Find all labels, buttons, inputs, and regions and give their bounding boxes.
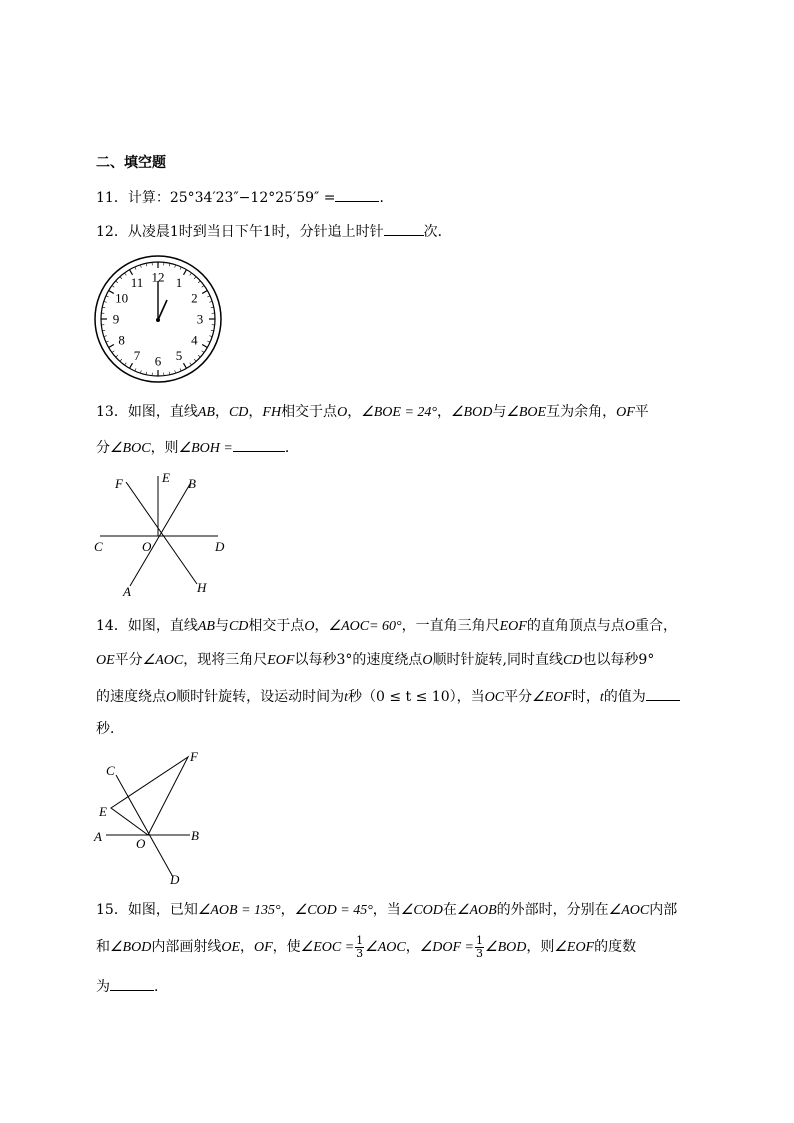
clock-tick	[202, 345, 207, 348]
q13-sep: ，	[214, 404, 229, 420]
q15-answer-blank[interactable]	[110, 976, 154, 991]
q15-angle-aob: ∠AOB = 135°	[197, 903, 281, 918]
q15-text: ，当	[372, 902, 401, 918]
clock-tick	[116, 281, 118, 283]
q14-line-cd: CD	[562, 653, 583, 668]
q15-text: ，使	[272, 939, 301, 955]
clock-center	[156, 318, 160, 322]
line-fh	[126, 482, 197, 584]
q15-angle-bod: ∠BOD	[485, 940, 527, 955]
q11-expression: 25°34′23″−12°25′59″ =	[169, 190, 336, 206]
clock-tick	[202, 291, 207, 294]
q13-angle-boh: ∠BOH =	[178, 441, 233, 456]
q11-answer-blank[interactable]	[335, 187, 379, 202]
question-15-line-1	[96, 901, 677, 920]
clock-figure	[93, 254, 223, 384]
question-14-line-4: 秒．	[96, 721, 124, 737]
q13-text: 平	[634, 404, 649, 420]
q14-text: 顺时针旋转,同时直线	[432, 652, 563, 668]
fraction-one-third	[475, 935, 484, 960]
q14-text: 重合，	[634, 618, 677, 634]
q15-text: ，	[240, 939, 254, 955]
clock-tick	[180, 267, 181, 270]
q14-triangle-eof: EOF	[499, 619, 527, 634]
q13-figure	[90, 468, 240, 600]
label-c: C	[94, 539, 103, 554]
clock-number: 12	[151, 269, 165, 285]
q15-text: 内部	[649, 902, 678, 918]
q13-text: 相交于点	[281, 404, 338, 420]
q14-var-t: t	[344, 690, 349, 705]
clock-number: 1	[175, 275, 183, 291]
clock-tick	[109, 291, 114, 294]
question-13-line-1	[96, 403, 649, 422]
clock-number: 6	[154, 353, 162, 369]
q14-text: 14．如图，直线	[96, 618, 198, 634]
q14-point-o: O	[166, 690, 177, 705]
q13-text: ．	[284, 440, 299, 456]
clock-tick	[184, 363, 187, 368]
clock-tick	[207, 341, 210, 342]
q15-text: ，则	[526, 939, 555, 955]
fraction-numerator: 1	[356, 933, 364, 947]
label-f: F	[190, 749, 198, 764]
clock-tick	[120, 277, 122, 279]
q14-answer-blank[interactable]	[646, 686, 680, 701]
q13-answer-blank[interactable]	[233, 437, 285, 452]
clock-tick	[109, 345, 114, 348]
question-14-line-3	[96, 686, 680, 707]
label-o: O	[136, 836, 146, 851]
clock-tick	[198, 355, 200, 357]
question-12	[96, 221, 452, 241]
q13-ray-of: OF	[616, 405, 635, 420]
label-h: H	[197, 580, 207, 595]
q13-sep: ，	[437, 404, 451, 420]
q14-var-t: t	[599, 690, 604, 705]
clock-tick	[202, 285, 204, 287]
clock-tick	[180, 368, 181, 371]
q13-angle-bod: ∠BOD	[451, 405, 493, 420]
clock-tick	[202, 351, 204, 353]
clock-tick	[130, 270, 133, 275]
clock-tick	[124, 273, 126, 275]
q14-text: 平分	[114, 652, 143, 668]
clock-tick	[194, 359, 196, 361]
fraction-one-third	[355, 935, 364, 960]
line-ab	[130, 484, 190, 586]
q14-point-o: O	[624, 619, 635, 634]
fraction-denominator: 3	[356, 946, 364, 960]
q15-text: ，	[405, 939, 420, 955]
q13-angle-boc: ∠BOC	[110, 441, 151, 456]
q14-line-ab: AB	[197, 619, 215, 634]
clock-tick	[120, 359, 122, 361]
q14-text: 的速度绕点	[96, 689, 166, 705]
q15-text: ，	[280, 902, 295, 918]
clock-number: 8	[118, 332, 125, 348]
clock-tick	[190, 273, 192, 275]
q15-angle-eof: ∠EOF	[554, 940, 595, 955]
q15-ray-oe: OE	[221, 940, 240, 955]
q15-text: 的度数	[594, 939, 637, 955]
q13-angle-boe: ∠BOE = 24°	[361, 405, 437, 420]
clock-tick	[190, 363, 192, 365]
section-title: 二、填空题	[96, 155, 166, 171]
q15-text: 为	[96, 979, 110, 995]
q14-point-o: O	[304, 619, 315, 634]
q11-prefix: 11．计算：	[96, 190, 170, 206]
clock-tick	[135, 267, 136, 270]
question-15-line-3	[96, 976, 168, 996]
q15-angle-cod: ∠COD	[400, 903, 443, 918]
q15-text: 和	[96, 939, 110, 955]
question-15-line-2	[96, 932, 636, 963]
q14-triangle-eof: EOF	[267, 653, 295, 668]
fraction-numerator: 1	[476, 933, 484, 947]
q15-angle-aob: ∠AOB	[456, 903, 497, 918]
q14-text: 与	[214, 618, 229, 634]
q14-angle-aoc: ∠AOC	[142, 653, 184, 668]
q14-text: ，现将三角尺	[183, 652, 268, 668]
q12-answer-blank[interactable]	[384, 221, 424, 236]
question-14-line-1	[96, 617, 677, 636]
q15-angle-bod: ∠BOD	[110, 940, 152, 955]
q15-angle-dof: ∠DOF =	[419, 940, 475, 955]
q14-ray-oc: OC	[484, 690, 505, 705]
label-o: O	[142, 539, 152, 554]
triangle-eof	[111, 757, 188, 835]
q13-text: 互为余角，	[546, 404, 617, 420]
q14-angle-eof: ∠EOF	[532, 690, 572, 705]
q14-text: 秒（0 ≤ t ≤ 10），当	[348, 689, 485, 705]
q15-angle-cod: ∠COD = 45°	[294, 903, 373, 918]
label-b: B	[188, 476, 196, 491]
question-14-line-2	[96, 651, 654, 670]
label-e: E	[99, 804, 107, 819]
q12-text: 12．从凌晨1时到当日下午1时，分针追上时针	[96, 224, 384, 240]
q15-text: 在	[442, 902, 457, 918]
clock-tick	[135, 368, 136, 371]
q15-text: 的外部时，分别在	[496, 902, 609, 918]
question-11	[96, 187, 393, 207]
clock-tick	[112, 351, 114, 353]
q15-angle-eoc: ∠EOC =	[300, 940, 355, 955]
clock-tick	[116, 355, 118, 357]
q15-ray-of: OF	[254, 940, 273, 955]
line-cd	[116, 775, 173, 877]
clock-tick	[124, 363, 126, 365]
clock-number: 11	[130, 275, 144, 291]
q14-point-o: O	[422, 653, 433, 668]
clock-tick	[198, 281, 200, 283]
clock-number: 9	[112, 311, 120, 327]
clock-number: 3	[196, 311, 204, 327]
q14-text: 相交于点	[248, 618, 305, 634]
q14-text: 的值为	[603, 689, 646, 705]
q14-text: ，	[314, 618, 329, 634]
q14-text: ，一直角三角尺	[401, 618, 500, 634]
clock-number: 2	[191, 290, 198, 306]
q15-text: ．	[154, 979, 168, 995]
clock-number: 7	[133, 347, 141, 363]
q13-line-cd: CD	[228, 405, 249, 420]
q14-text: 顺时针旋转，设运动时间为	[176, 689, 345, 705]
q13-text: 与	[492, 404, 507, 420]
question-13-line-2	[96, 437, 299, 458]
q13-point-o: O	[337, 405, 348, 420]
q11-suffix: ．	[379, 190, 394, 206]
q13-text: 13．如图，直线	[96, 404, 198, 420]
label-d: D	[170, 872, 180, 887]
clock-tick	[106, 341, 109, 342]
q15-angle-aoc: ∠AOC	[608, 903, 650, 918]
q14-text: 平分	[504, 689, 533, 705]
q13-angle-boe: ∠BOE	[506, 405, 547, 420]
q15-angle-aoc: ∠AOC	[365, 940, 406, 955]
q14-figure	[90, 745, 220, 890]
label-a: A	[123, 584, 131, 599]
q13-text: 分	[96, 440, 110, 456]
clock-tick	[112, 285, 114, 287]
q15-text: 15．如图，已知	[96, 902, 198, 918]
clock-tick	[194, 277, 196, 279]
q13-line-ab: AB	[197, 405, 215, 420]
q13-text: ，则	[150, 440, 179, 456]
q14-angle-aoc: ∠AOC= 60°	[328, 619, 402, 634]
q14-ray-oe: OE	[96, 653, 115, 668]
hour-hand	[158, 300, 167, 320]
q14-text: 的直角顶点与点	[526, 618, 625, 634]
clock-number: 4	[191, 332, 198, 348]
clock-tick	[184, 270, 187, 275]
clock-tick	[130, 363, 133, 368]
q13-sep: ，	[248, 404, 263, 420]
label-e: E	[162, 470, 170, 485]
q12-suffix: 次．	[423, 224, 452, 240]
label-f: F	[115, 476, 123, 491]
label-c: C	[106, 763, 115, 778]
label-a: A	[94, 829, 102, 844]
q14-text: 以每秒3°的速度绕点	[294, 652, 423, 668]
label-d: D	[215, 539, 225, 554]
q14-line-cd: CD	[228, 619, 249, 634]
q15-text: 内部画射线	[151, 939, 222, 955]
clock-tick	[106, 296, 109, 297]
clock-number: 10	[115, 290, 129, 306]
q13-line-fh: FH	[262, 405, 282, 420]
q14-text: 也以每秒9°	[582, 652, 655, 668]
q14-text: 时，	[571, 689, 600, 705]
clock-tick	[207, 296, 210, 297]
label-b: B	[191, 828, 199, 843]
q13-sep: ，	[347, 404, 362, 420]
fraction-denominator: 3	[476, 946, 484, 960]
clock-number: 5	[175, 347, 183, 363]
